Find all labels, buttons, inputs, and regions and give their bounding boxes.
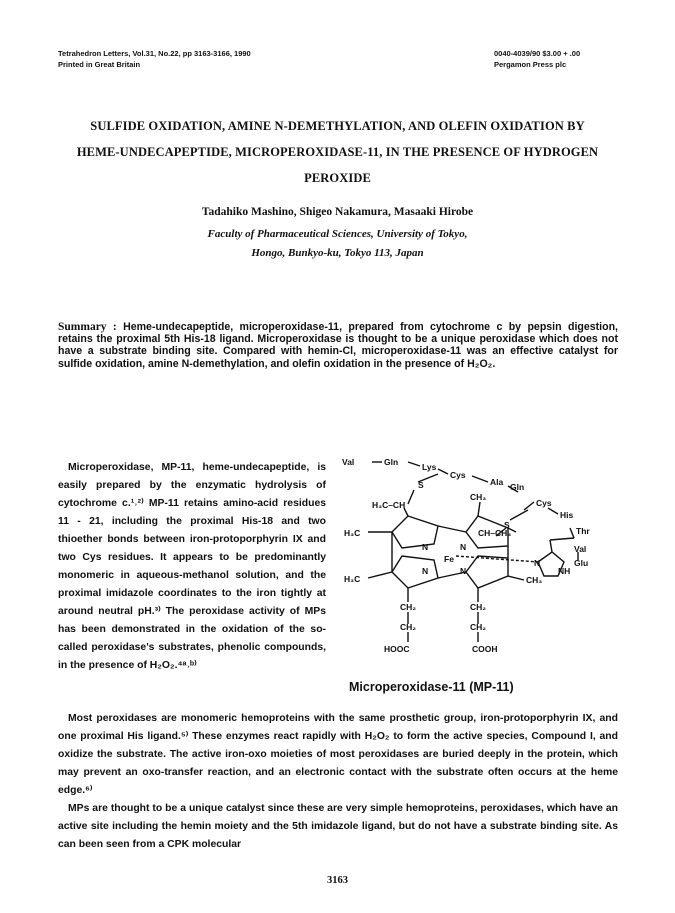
- residue-val2-label: Val: [574, 544, 587, 554]
- page-number: 3163: [327, 875, 348, 886]
- residue-his-label: His: [560, 510, 574, 520]
- affiliation: [40, 225, 635, 263]
- residue-cys2-label: Cys: [536, 498, 552, 508]
- authors: Tadahiko Mashino, Shigeo Nakamura, Masaaki Hirobe: [201, 206, 474, 218]
- residue-glu-label: Glu: [574, 558, 589, 568]
- abstract: [58, 321, 618, 370]
- printed-in-line: Printed in Great Britain: [58, 60, 141, 69]
- body-text: [58, 710, 618, 854]
- journal-citation: [58, 48, 251, 70]
- pyrrole-n-label-2: N: [460, 542, 467, 552]
- h3c-ch-label: H₃C–CH: [372, 500, 406, 510]
- mp11-structure-figure: [338, 452, 598, 674]
- ch3-right-label: CH₃: [526, 575, 543, 585]
- imidazole-n-label: N: [534, 558, 541, 568]
- affiliation-line-1: Faculty of Pharmaceutical Sciences, University of Tokyo,: [207, 228, 468, 240]
- hooc-label: HOOC: [384, 644, 410, 654]
- ch3-top-label: CH₃: [470, 492, 487, 502]
- residue-ala-label: Ala: [490, 477, 504, 487]
- abstract-label: Summary :: [58, 321, 117, 333]
- h3c-left-label: H₃C: [344, 528, 361, 538]
- residue-val-label: Val: [342, 457, 355, 467]
- ch2-right-1-label: CH₂: [470, 602, 487, 612]
- residue-gln-label: Gln: [384, 457, 399, 467]
- issn-price-line: 0040-4039/90 $3.00 + .00: [494, 49, 581, 58]
- ch2-left-2-label: CH₂: [400, 622, 417, 632]
- journal-citation-line: Tetrahedron Letters, Vol.31, No.22, pp 3163-3166, 1990: [58, 49, 251, 58]
- pyrrole-n-label-1: N: [422, 542, 429, 552]
- cooh-label: COOH: [472, 644, 498, 654]
- ch2-right-2-label: CH₂: [470, 622, 487, 632]
- title-line-1: SULFIDE OXIDATION, AMINE N-DEMETHYLATION, AND OLEFIN OXIDATION BY: [90, 119, 585, 133]
- publisher-line: Pergamon Press plc: [494, 60, 567, 69]
- ch2-left-1-label: CH₂: [400, 602, 417, 612]
- sulfur-atom-label-2: S: [504, 520, 510, 530]
- imidazole-nh-label: NH: [558, 566, 571, 576]
- sulfur-atom-label: S: [418, 480, 424, 490]
- title-line-3: PEROXIDE: [304, 171, 371, 185]
- ch-ch3-label: CH–CH₃: [478, 528, 512, 538]
- paper-title: [40, 113, 635, 191]
- iron-atom-label: Fe: [444, 554, 454, 564]
- h3c-lower-label: H₃C: [344, 574, 361, 584]
- title-line-2: HEME-UNDECAPEPTIDE, MICROPEROXIDASE-11, IN THE PRESENCE OF HYDROGEN: [76, 145, 599, 159]
- publisher-info: [494, 48, 580, 70]
- paragraph-3: MPs are thought to be a unique catalyst since these are very simple hemoproteins, peroxidases, which have an active site including the hemin moiety and the 5th imidazole ligand, but do not have a substrate binding site. As can been seen from a CPK molecular: [58, 803, 618, 850]
- residue-gln2-label: Gln: [510, 482, 525, 492]
- abstract-text: Heme-undecapeptide, microperoxidase-11, prepared from cytochrome c by pepsin digestion, retains the proximal 5th His-18 ligand. Microperoxidase is thought to be a unique peroxidase which does not have a substrate binding site. Compared with hemin-Cl, microperoxidase-11 was an effective catalyst for sulfide oxidation, amine N-demethylation, and olefin oxidation in the presence of H₂O₂.: [58, 321, 618, 370]
- intro-column: [58, 459, 326, 675]
- affiliation-line-2: Hongo, Bunkyo-ku, Tokyo 113, Japan: [251, 247, 424, 259]
- residue-lys-label: Lys: [422, 462, 437, 472]
- pyrrole-n-label-3: N: [422, 566, 429, 576]
- residue-cys-label: Cys: [450, 470, 466, 480]
- pyrrole-n-label-4: N: [460, 566, 467, 576]
- paragraph-2: Most peroxidases are monomeric hemoproteins with the same prosthetic group, iron-protoporphyrin IX, and one proximal His ligand.⁵⁾ These enzymes react rapidly with H₂O₂ to form the active species, Compound I, and oxidize the substrate. The active iron-oxo moieties of most peroxidases are buried deeply in the protein, which may prevent an oxo-transfer reaction, and an electronic contact with the substrate often occurs at the heme edge.⁶⁾: [58, 713, 618, 796]
- paragraph-1: Microperoxidase, MP-11, heme-undecapeptide, is easily prepared by the enzymatic hydrolysis of cytochrome c.¹˒²⁾ MP-11 retains amino-acid residues 11 - 21, including the proximal His-18 and two thioether bonds between iron-protoporphyrin IX and two Cys residues. It appears to be predominantly monomeric in aqueous-methanol solution, and the proximal imidazole coordinates to the iron tightly at around neutral pH.³⁾ The peroxidase activity of MPs has been demonstrated in the oxidation of the so-called peroxidase's substrates, phenolic compounds, in the presence of H₂O₂.⁴ᵃ˒ᵇ⁾: [58, 462, 326, 671]
- residue-thr-label: Thr: [576, 526, 590, 536]
- figure-caption: Microperoxidase-11 (MP-11): [349, 680, 514, 694]
